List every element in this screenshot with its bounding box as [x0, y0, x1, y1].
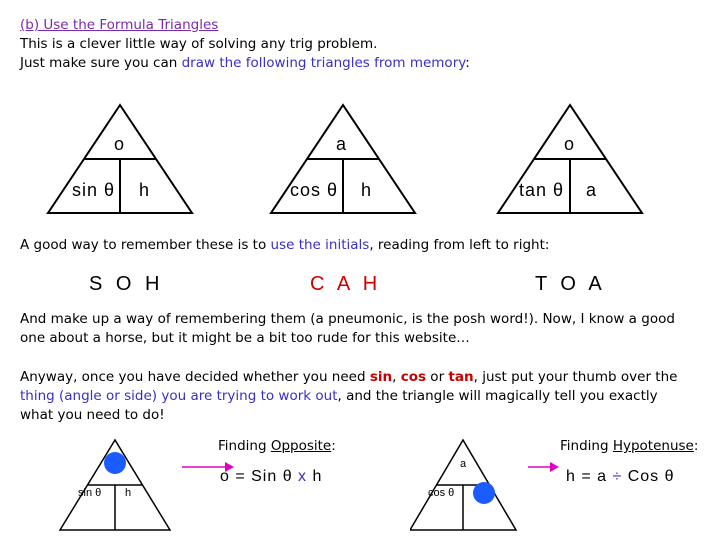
remember-b: use the initials	[270, 237, 370, 253]
triangle-sin-right: h	[139, 180, 151, 200]
triangle-tan-top: o	[564, 134, 576, 154]
example2-heading-a: Finding	[560, 438, 613, 454]
triangle-tan-left: tan θ	[519, 180, 565, 200]
formula-triangles	[0, 100, 720, 220]
example2-heading-c: :	[693, 438, 699, 454]
header-line-2-c: :	[465, 55, 470, 71]
triangle-tan-right: a	[586, 180, 598, 200]
initials-soh: S O H	[89, 273, 164, 295]
remember-a: A good way to remember these is to	[20, 237, 271, 253]
example2-tri-left: cos θ	[428, 487, 455, 499]
example1-heading-a: Finding	[218, 438, 271, 454]
pneumonic-line-1: And make up a way of remembering them (a pneumonic, is the posh word!). Now, I know a good	[20, 311, 675, 327]
initials-toa: T O A	[535, 273, 606, 295]
example2-triangle	[410, 440, 516, 530]
header-line-1: This is a clever little way of solving any trig problem.	[20, 36, 378, 52]
example1-eq-left: o = Sin θ	[220, 468, 293, 485]
triangle-sin-top: o	[114, 134, 126, 154]
example1-heading-b: Opposite	[270, 438, 332, 454]
pneumonic-line-2: one about a horse, but it might be a bit too rude for this website…	[20, 330, 470, 346]
triangle-cos-left: cos θ	[290, 180, 339, 200]
anyway-line-1	[20, 368, 710, 387]
example2-tri-top: a	[460, 458, 467, 470]
remember-line	[20, 236, 549, 255]
example2-eq-mid: ÷	[607, 468, 628, 485]
example1-equation	[220, 468, 322, 486]
header-block	[20, 16, 470, 73]
anyway-sin: sin	[369, 369, 393, 385]
example1-eq-mid: x	[292, 468, 313, 485]
anyway-cos: cos	[400, 369, 427, 385]
thumb-circle-icon	[104, 452, 126, 474]
anyway-paragraph	[20, 368, 710, 425]
anyway-line-3: what you need to do!	[20, 407, 165, 423]
thumb-circle-icon	[473, 482, 495, 504]
initials-cah: C A H	[310, 273, 382, 295]
anyway-l1b: , just put your thumb over the	[473, 369, 678, 385]
example2-eq-left: h = a	[566, 468, 608, 485]
triangle-sin	[48, 105, 192, 213]
triangle-sin-left: sin θ	[72, 180, 116, 200]
example1-tri-right: h	[125, 487, 132, 499]
section-title-text: (b) Use the Formula Triangles	[20, 17, 219, 33]
anyway-comma: ,	[392, 369, 401, 385]
arrow-right-icon	[528, 462, 559, 472]
anyway-l2a: thing (angle or side) you are trying to work out	[20, 388, 338, 404]
anyway-tan: tan	[448, 369, 474, 385]
anyway-l1a: Anyway, once you have decided whether you need	[20, 369, 370, 385]
header-line-2	[20, 54, 470, 73]
header-line-2-a: Just make sure you can	[20, 55, 182, 71]
section-title	[20, 16, 470, 35]
example1-heading-c: :	[331, 438, 336, 454]
example1-eq-right: h	[312, 468, 323, 485]
pneumonic-paragraph	[20, 310, 675, 348]
anyway-line-2	[20, 387, 710, 406]
triangle-cos-right: h	[361, 180, 373, 200]
anyway-or: or	[426, 369, 449, 385]
header-line-2-b: draw the following triangles from memory	[181, 55, 466, 71]
example2-heading-b: Hypotenuse	[612, 438, 694, 454]
example2-eq-right: Cos θ	[627, 468, 675, 485]
example2-diagram	[410, 430, 570, 540]
anyway-l2b: , and the triangle will magically tell you exactly	[337, 388, 658, 404]
example1-tri-left: sin θ	[78, 487, 102, 499]
example2-equation	[566, 468, 675, 486]
example2-heading	[560, 437, 698, 456]
triangle-cos-top: a	[336, 134, 348, 154]
remember-c: , reading from left to right:	[369, 237, 550, 253]
